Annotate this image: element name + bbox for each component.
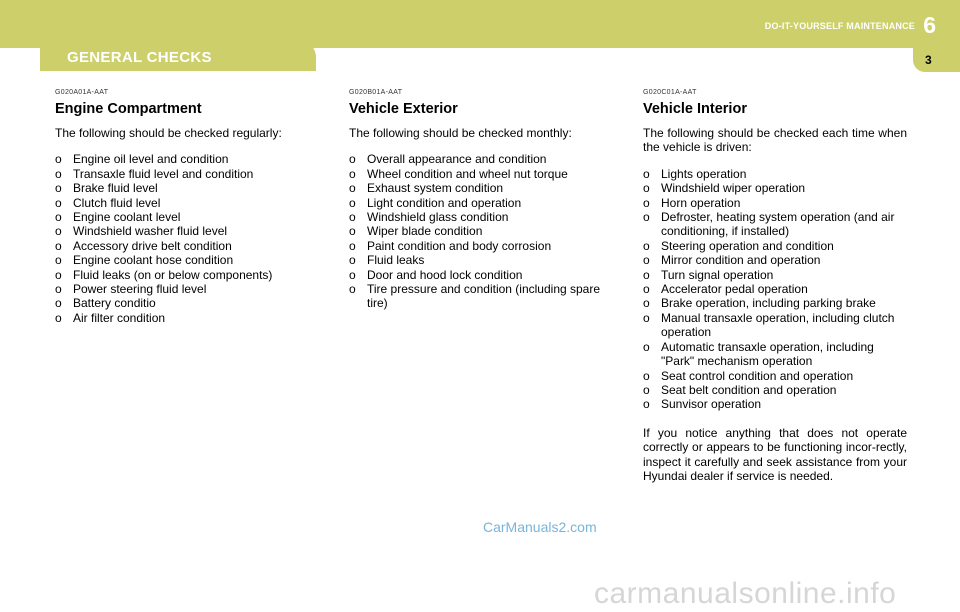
checklist-item — [349, 196, 610, 210]
bullet-marker: o — [643, 339, 650, 354]
checklist-item-text: Battery conditio — [73, 296, 156, 311]
checklist-item-text: Paint condition and body corrosion — [367, 238, 552, 253]
checklist-item-text: Brake fluid level — [73, 181, 158, 196]
bullet-marker: o — [643, 181, 650, 196]
bullet-marker: o — [643, 210, 650, 225]
section-code: G020C01A-AAT — [643, 89, 697, 96]
bullet-marker: o — [643, 267, 650, 282]
checklist-item-text: Seat belt condition and operation — [661, 382, 837, 397]
checklist — [349, 152, 610, 310]
checklist-item — [643, 268, 907, 282]
checklist-item — [643, 311, 907, 340]
section-heading: Vehicle Interior — [643, 101, 747, 117]
bullet-marker: o — [349, 238, 356, 253]
checklist-item — [643, 369, 907, 383]
bullet-marker: o — [349, 282, 356, 297]
checklist-item — [55, 296, 305, 310]
checklist-item-text: Automatic transaxle operation, including "Park" mechanism operation — [661, 339, 874, 369]
section-code: G020B01A-AAT — [349, 89, 403, 96]
checklist-item-text: Lights operation — [661, 166, 747, 181]
column-vehicle-interior — [643, 89, 907, 483]
checklist-item — [55, 152, 305, 166]
checklist-item-text: Clutch fluid level — [73, 195, 161, 210]
section-intro: The following should be checked monthly: — [349, 126, 572, 140]
footer-watermark: carmanualsonline.info — [594, 577, 897, 610]
section-heading: Engine Compartment — [55, 101, 202, 117]
checklist-item — [349, 268, 610, 282]
bullet-marker: o — [55, 296, 62, 311]
checklist-item-text: Steering operation and condition — [661, 238, 834, 253]
checklist-item — [349, 167, 610, 181]
checklist-item-text: Seat control condition and operation — [661, 368, 854, 383]
checklist-item — [55, 282, 305, 296]
checklist-item-text: Tire pressure and condition (including spare tire) — [367, 282, 601, 311]
checklist-item — [643, 282, 907, 296]
checklist-item-text: Engine coolant level — [73, 210, 181, 225]
checklist — [55, 152, 305, 325]
bullet-marker: o — [349, 267, 356, 282]
bullet-marker: o — [55, 282, 62, 297]
bullet-marker: o — [55, 181, 62, 196]
checklist-item — [55, 253, 305, 267]
checklist-item — [643, 383, 907, 397]
section-intro: The following should be checked each time when the vehicle is driven: — [643, 126, 907, 155]
checklist-item — [55, 224, 305, 238]
checklist-item — [349, 239, 610, 253]
checklist-item-text: Engine coolant hose condition — [73, 253, 234, 268]
page-number-tab — [913, 48, 960, 72]
checklist-item-text: Turn signal operation — [661, 267, 774, 282]
checklist-item — [349, 253, 610, 267]
bullet-marker: o — [643, 282, 650, 297]
checklist-item — [349, 224, 610, 238]
checklist-item-text: Power steering fluid level — [73, 282, 207, 297]
bullet-marker: o — [643, 397, 650, 412]
bullet-marker: o — [349, 195, 356, 210]
section-tab — [40, 41, 316, 71]
checklist-item-text: Exhaust system condition — [367, 181, 504, 196]
checklist-item — [349, 282, 610, 311]
section-intro: The following should be checked regularly: — [55, 126, 282, 140]
checklist-item-text: Defroster, heating system operation (and air conditioning, if installed) — [661, 210, 895, 239]
checklist-item — [55, 268, 305, 282]
checklist-item — [55, 239, 305, 253]
chapter-number: 6 — [923, 12, 936, 38]
bullet-marker: o — [643, 195, 650, 210]
checklist-item — [643, 167, 907, 181]
bullet-marker: o — [55, 195, 62, 210]
checklist-item — [643, 296, 907, 310]
bullet-marker: o — [349, 181, 356, 196]
checklist-item-text: Fluid leaks — [367, 253, 425, 268]
checklist-item-text: Wiper blade condition — [367, 224, 483, 239]
checklist-item-text: Windshield washer fluid level — [73, 224, 228, 239]
checklist-item-text: Light condition and operation — [367, 195, 522, 210]
section-code: G020A01A-AAT — [55, 89, 109, 96]
checklist-item-text: Wheel condition and wheel nut torque — [367, 166, 568, 181]
checklist-item-text: Air filter condition — [73, 310, 166, 325]
checklist-item-text: Overall appearance and condition — [367, 152, 547, 167]
bullet-marker: o — [55, 166, 62, 181]
checklist-item — [55, 311, 305, 325]
bullet-marker: o — [643, 238, 650, 253]
bullet-marker: o — [55, 253, 62, 268]
checklist-item — [643, 210, 907, 239]
bullet-marker: o — [349, 224, 356, 239]
checklist-item-text: Accessory drive belt condition — [73, 238, 232, 253]
checklist-item-text: Accelerator pedal operation — [661, 282, 808, 297]
checklist-item — [349, 152, 610, 166]
bullet-marker: o — [55, 210, 62, 225]
checklist-item-text: Manual transaxle operation, including clutch operation — [661, 310, 895, 340]
checklist-item-text: Sunvisor operation — [661, 397, 762, 412]
checklist-item-text: Fluid leaks (on or below components) — [73, 267, 273, 282]
bullet-marker: o — [643, 253, 650, 268]
checklist-item — [349, 210, 610, 224]
checklist — [643, 167, 907, 412]
checklist-item — [55, 167, 305, 181]
bullet-marker: o — [349, 210, 356, 225]
bullet-marker: o — [643, 296, 650, 311]
bullet-marker: o — [55, 238, 62, 253]
checklist-item — [55, 210, 305, 224]
section-heading: Vehicle Exterior — [349, 101, 458, 117]
checklist-item — [643, 181, 907, 195]
chapter-title: DO-IT-YOURSELF MAINTENANCE — [764, 21, 915, 31]
bullet-marker: o — [55, 224, 62, 239]
checklist-item — [643, 253, 907, 267]
checklist-item — [643, 196, 907, 210]
bullet-marker: o — [643, 368, 650, 383]
bullet-marker: o — [55, 310, 62, 325]
checklist-item — [55, 181, 305, 195]
checklist-item-text: Transaxle fluid level and condition — [73, 166, 254, 181]
checklist-item — [349, 181, 610, 195]
bullet-marker: o — [643, 166, 650, 181]
checklist-item-text: Horn operation — [661, 195, 741, 210]
checklist-item — [643, 239, 907, 253]
closing-paragraph: If you notice anything that does not operate correctly or appears to be functioning incor-rectly, inspect it carefully and seek assistance from your Hyundai dealer if service is needed. — [643, 425, 907, 483]
column-engine-compartment — [55, 89, 305, 325]
checklist-item — [643, 340, 907, 369]
bullet-marker: o — [55, 267, 62, 282]
checklist-item-text: Engine oil level and condition — [73, 152, 229, 167]
checklist-item-text: Windshield glass condition — [367, 210, 509, 225]
watermark-link[interactable]: CarManuals2.com — [483, 519, 597, 535]
bullet-marker: o — [349, 166, 356, 181]
column-vehicle-exterior — [349, 89, 610, 311]
bullet-marker: o — [643, 382, 650, 397]
checklist-item-text: Door and hood lock condition — [367, 267, 523, 282]
checklist-item — [643, 397, 907, 411]
checklist-item-text: Windshield wiper operation — [661, 181, 806, 196]
section-title: GENERAL CHECKS — [67, 49, 212, 66]
checklist-item-text: Brake operation, including parking brake — [661, 296, 876, 311]
bullet-marker: o — [349, 152, 356, 167]
checklist-item — [55, 196, 305, 210]
page-number: 3 — [925, 53, 932, 67]
bullet-marker: o — [643, 310, 650, 325]
bullet-marker: o — [349, 253, 356, 268]
checklist-item-text: Mirror condition and operation — [661, 253, 821, 268]
bullet-marker: o — [55, 152, 62, 167]
